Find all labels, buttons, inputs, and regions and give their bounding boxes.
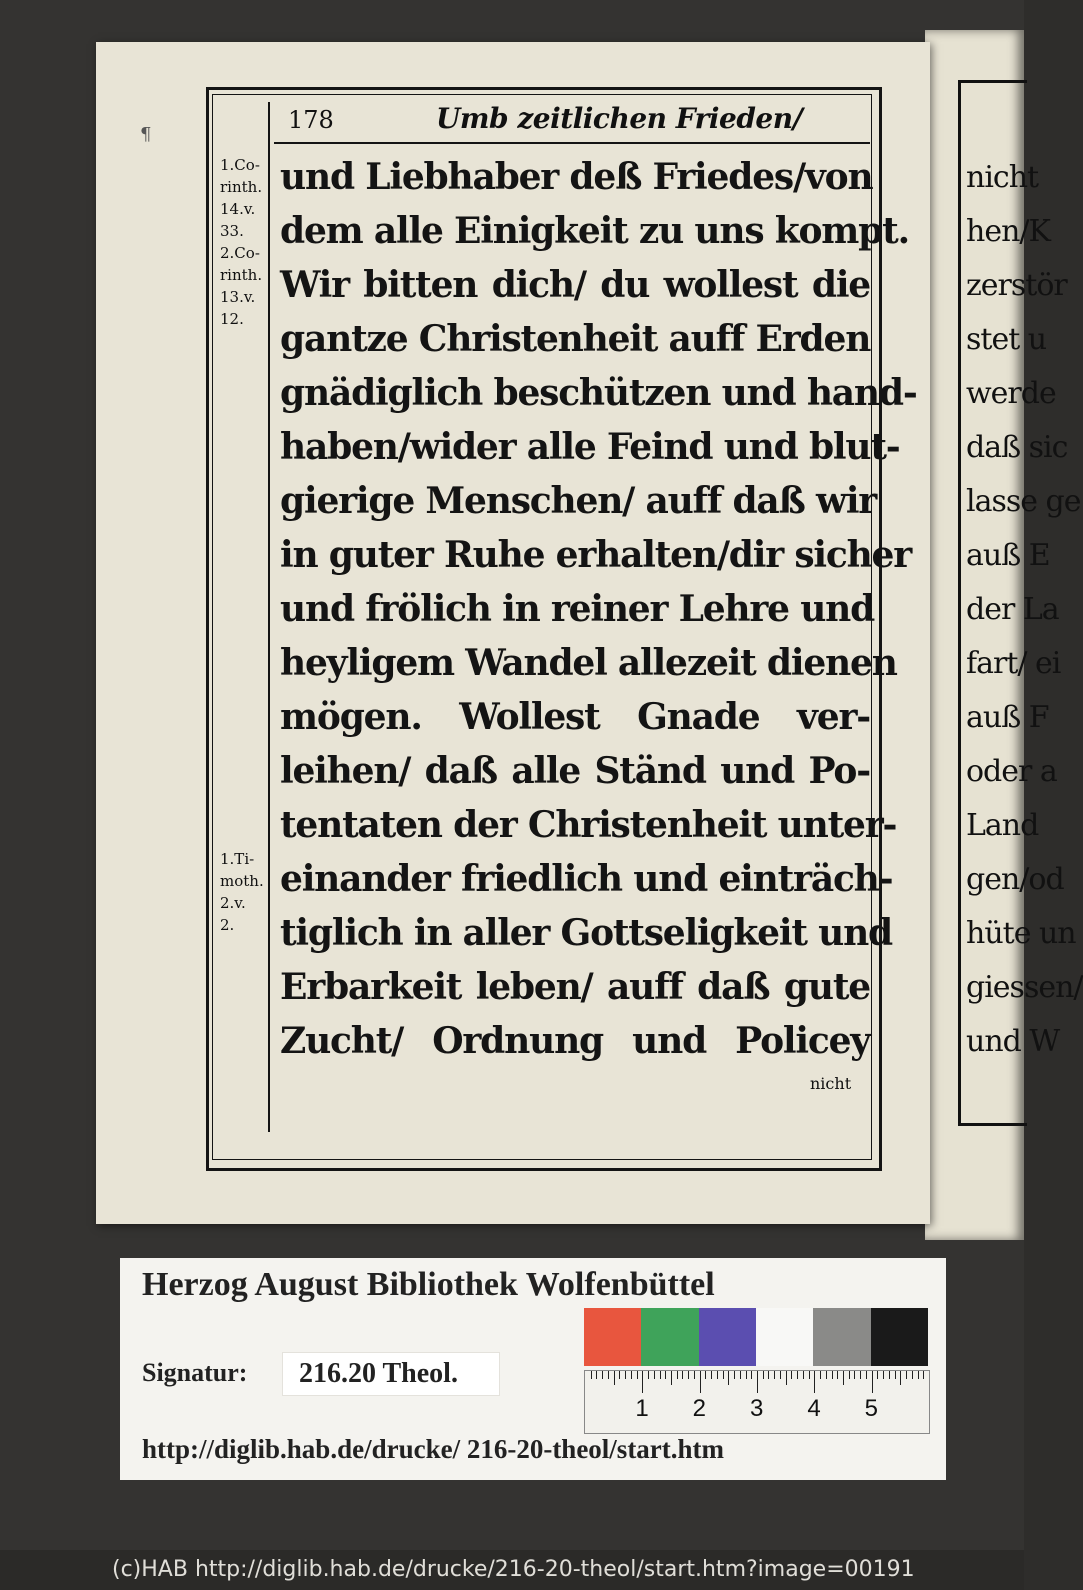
book-page [96, 42, 930, 1224]
next-page-line: der La [966, 592, 1059, 627]
ruler-tick [648, 1371, 649, 1379]
ruler-tick [877, 1371, 878, 1379]
head-rule [274, 142, 870, 144]
color-swatch [699, 1308, 756, 1366]
ruler-tick [688, 1371, 689, 1379]
margin-note-line: 14.v. [220, 200, 256, 218]
ruler-tick [912, 1371, 913, 1379]
catchword: nicht [810, 1074, 852, 1093]
ruler-tick [677, 1371, 678, 1379]
margin-note-line: rinth. [220, 266, 263, 284]
margin-note-line: 33. [220, 222, 244, 240]
text-line: einander friedlich und einträch- [280, 858, 893, 900]
library-url: http://diglib.hab.de/drucke/ 216-20-theol/start.htm [142, 1434, 725, 1464]
margin-note-line: moth. [220, 872, 264, 890]
next-page-line: hen/K [966, 214, 1050, 249]
library-name: Herzog August Bibliothek Wolfenbüttel [142, 1266, 715, 1303]
text-line: tentaten der Christenheit unter- [280, 804, 897, 846]
margin-note-line: rinth. [220, 178, 263, 196]
margin-note-line: 1.Ti- [220, 850, 255, 868]
ruler-tick [872, 1371, 873, 1393]
running-head: Umb zeitlichen Frieden/ [436, 102, 803, 135]
ruler-tick [803, 1371, 804, 1379]
ruler-tick [763, 1371, 764, 1379]
ruler-tick [642, 1371, 643, 1393]
ruler-tick [637, 1371, 638, 1379]
margin-note-line: 12. [220, 310, 244, 328]
ruler-tick [723, 1371, 724, 1379]
ruler-tick [619, 1371, 620, 1379]
body-text [280, 150, 917, 1068]
text-line: leihen/ daß alle Ständ und Po- [280, 750, 870, 792]
ruler-tick [883, 1371, 884, 1379]
next-page-line: daß sic [966, 430, 1068, 465]
ruler-number: 1 [635, 1395, 649, 1422]
text-line: gnädiglich beschützen und hand- [280, 372, 917, 414]
ruler-number: 2 [692, 1395, 707, 1422]
ruler-tick [694, 1371, 695, 1379]
margin-note-timothy [220, 848, 268, 936]
margin-note-line: 2.v. [220, 894, 246, 912]
margin-rule [268, 102, 270, 1132]
ruler-tick [682, 1371, 683, 1379]
text-line: heyligem Wandel allezeit dienen [280, 642, 897, 684]
text-line: und frölich in reiner Lehre und [280, 588, 875, 630]
ruler-tick [717, 1371, 718, 1379]
ruler-tick [608, 1371, 609, 1379]
next-page-line: und W [966, 1024, 1060, 1059]
text-line: mögen. Wollest Gnade ver- [280, 696, 870, 738]
ruler-tick [705, 1371, 706, 1379]
ruler-tick [700, 1371, 701, 1393]
ruler-tick [711, 1371, 712, 1379]
ruler-tick [860, 1371, 861, 1379]
next-page-line: hüte un [966, 916, 1076, 951]
next-page-line: auß F [966, 700, 1049, 735]
ruler-tick [849, 1371, 850, 1379]
next-page-line: werde [966, 376, 1056, 411]
color-swatch [813, 1308, 870, 1366]
text-line: haben/wider alle Feind und blut- [280, 426, 900, 468]
text-line: gantze Christenheit auff Erden [280, 318, 871, 360]
ruler-tick [895, 1371, 896, 1379]
ruler-tick [660, 1371, 661, 1379]
ruler-tick [665, 1371, 666, 1379]
scale-ruler [584, 1370, 930, 1434]
ruler-tick [728, 1371, 729, 1385]
ruler-tick [900, 1371, 901, 1385]
next-page-line: gen/od [966, 862, 1064, 897]
ruler-tick [591, 1371, 592, 1379]
color-calibration-strip [584, 1308, 928, 1366]
ruler-tick [843, 1371, 844, 1385]
next-page-line: lasse ge [966, 484, 1081, 519]
text-line: Wir bitten dich/ du wollest die [280, 264, 870, 306]
ruler-tick [832, 1371, 833, 1379]
next-page-line: stet u [966, 322, 1047, 357]
ruler-tick [791, 1371, 792, 1379]
library-label-card [120, 1258, 946, 1480]
footer-credit: (c)HAB http://diglib.hab.de/drucke/216-20-theol/start.htm?image=00191 [112, 1557, 915, 1582]
ruler-tick [768, 1371, 769, 1379]
margin-note-corinthians [220, 154, 268, 330]
margin-note-line: 2.Co- [220, 244, 260, 262]
text-line: tiglich in aller Gottseligkeit und [280, 912, 893, 954]
next-page-line: auß E [966, 538, 1050, 573]
next-page-line: fart/ ei [966, 646, 1061, 681]
ruler-tick [751, 1371, 752, 1379]
ruler-tick [596, 1371, 597, 1379]
ruler-number: 5 [864, 1395, 879, 1422]
ruler-tick [820, 1371, 821, 1379]
color-swatch [871, 1308, 928, 1366]
stray-mark: ¶ [140, 124, 152, 145]
ruler-number: 3 [750, 1395, 764, 1422]
ruler-tick [746, 1371, 747, 1379]
signature-box [282, 1352, 500, 1396]
color-swatch [641, 1308, 698, 1366]
margin-note-line: 13.v. [220, 288, 256, 306]
ruler-tick [854, 1371, 855, 1379]
ruler-tick [734, 1371, 735, 1379]
text-line: Zucht/ Ordnung und Policey [280, 1020, 870, 1062]
text-line: in guter Ruhe erhalten/dir sicher [280, 534, 912, 576]
text-line: Erbarkeit leben/ auff daß gute [280, 966, 870, 1008]
ruler-tick [757, 1371, 758, 1393]
ruler-tick [671, 1371, 672, 1385]
ruler-tick [918, 1371, 919, 1379]
ruler-tick [774, 1371, 775, 1379]
ruler-tick [837, 1371, 838, 1379]
ruler-tick [786, 1371, 787, 1385]
next-page-line: nicht [966, 160, 1039, 195]
text-line: dem alle Einigkeit zu uns kompt. [280, 210, 909, 252]
page-number: 178 [288, 106, 334, 134]
ruler-tick [780, 1371, 781, 1379]
footer-bar [0, 1550, 1024, 1590]
ruler-tick [923, 1371, 924, 1379]
ruler-tick [654, 1371, 655, 1379]
next-page-line: giessen/ [966, 970, 1083, 1005]
margin-note-line: 2. [220, 916, 235, 934]
ruler-tick [809, 1371, 810, 1379]
signature-value: 216.20 Theol. [299, 1358, 458, 1389]
ruler-tick [826, 1371, 827, 1379]
ruler-tick [797, 1371, 798, 1379]
ruler-number: 4 [807, 1395, 821, 1422]
ruler-tick [740, 1371, 741, 1379]
ruler-tick [889, 1371, 890, 1379]
ruler-tick [625, 1371, 626, 1379]
color-swatch [756, 1308, 813, 1366]
ruler-tick [602, 1371, 603, 1379]
next-page-line: Land [966, 808, 1039, 843]
ruler-tick [631, 1371, 632, 1379]
ruler-tick [614, 1371, 615, 1385]
color-swatch [584, 1308, 641, 1366]
margin-note-line: 1.Co- [220, 156, 260, 174]
ruler-tick [866, 1371, 867, 1379]
ruler-tick [814, 1371, 815, 1393]
signature-label: Signatur: [142, 1358, 248, 1387]
next-page-line: oder a [966, 754, 1057, 789]
next-page-line: zerstör [966, 268, 1067, 303]
text-line: und Liebhaber deß Friedes/von [280, 156, 873, 198]
ruler-tick [906, 1371, 907, 1379]
text-line: gierige Menschen/ auff daß wir [280, 480, 877, 522]
